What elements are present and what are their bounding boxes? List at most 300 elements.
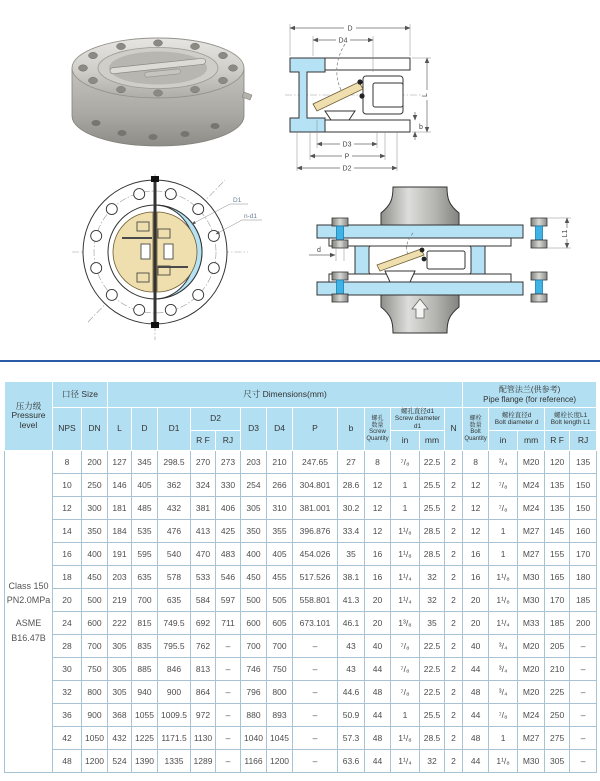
table-cell: 28.5: [420, 727, 445, 750]
section-view-drawing: [285, 20, 455, 172]
header-bolt-mm: mm: [518, 431, 545, 451]
valve-photo: [58, 16, 258, 164]
table-cell: ³/₄: [489, 681, 518, 704]
header-pipe-flange-group: 配管法兰(供参考) Pipe flange (for reference): [463, 382, 597, 408]
svg-text:D1: D1: [233, 197, 242, 204]
table-cell: ³/₄: [489, 658, 518, 681]
table-cell: 16: [463, 566, 489, 589]
header-len-RJ: RJ: [570, 431, 597, 451]
table-cell: 362: [158, 474, 191, 497]
table-cell: 1050: [82, 727, 108, 750]
table-cell: 28.5: [420, 520, 445, 543]
table-cell: 219: [108, 589, 132, 612]
table-cell: 8: [463, 451, 489, 474]
table-cell: 20: [463, 589, 489, 612]
table-cell: 796: [241, 681, 267, 704]
table-cell: 160: [570, 520, 597, 543]
table-cell: 800: [267, 681, 293, 704]
table-cell: 635: [132, 566, 158, 589]
table-cell: 1¹/₄: [489, 612, 518, 635]
table-cell: 146: [108, 474, 132, 497]
table-cell: 700: [241, 635, 267, 658]
table-cell: 32: [420, 589, 445, 612]
table-cell: 2: [445, 704, 463, 727]
table-cell: 50.9: [338, 704, 365, 727]
table-cell: –: [570, 750, 597, 773]
hinge-pin: [154, 180, 157, 324]
table-row: [5, 543, 597, 566]
table-cell: 1¹/₈: [391, 727, 420, 750]
table-row: [5, 589, 597, 612]
table-cell: 700: [132, 589, 158, 612]
table-cell: 813: [191, 658, 216, 681]
table-cell: 46.1: [338, 612, 365, 635]
table-cell: 517.526: [293, 566, 338, 589]
table-row: [5, 635, 597, 658]
table-cell: M33: [518, 612, 545, 635]
table-cell: –: [570, 704, 597, 727]
table-cell: 28.6: [338, 474, 365, 497]
table-cell: 305: [108, 658, 132, 681]
header-D3: D3: [241, 408, 267, 451]
table-cell: 1¹/₄: [391, 750, 420, 773]
header-size-group: 口径 Size: [53, 382, 108, 408]
table-cell: 900: [82, 704, 108, 727]
table-cell: 250: [545, 704, 570, 727]
table-cell: 1: [489, 520, 518, 543]
table-cell: 1055: [132, 704, 158, 727]
svg-text:D4: D4: [338, 37, 348, 45]
table-cell: 203: [241, 451, 267, 474]
table-row: [5, 474, 597, 497]
table-cell: 396.876: [293, 520, 338, 543]
header-screw-mm: mm: [420, 431, 445, 451]
table-cell: 22.5: [420, 635, 445, 658]
top-pipe: [381, 187, 459, 225]
table-cell: 304.801: [293, 474, 338, 497]
table-cell: 25.5: [420, 474, 445, 497]
table-cell: 27: [338, 451, 365, 474]
table-cell: 1¹/₈: [391, 543, 420, 566]
table-cell: 48: [365, 681, 391, 704]
table-cell: 749.5: [158, 612, 191, 635]
table-cell: 368: [108, 704, 132, 727]
header-D: D: [132, 408, 158, 451]
svg-text:D: D: [347, 25, 353, 33]
table-cell: 885: [132, 658, 158, 681]
table-cell: 700: [82, 635, 108, 658]
table-cell: 405: [132, 474, 158, 497]
table-cell: 48: [463, 681, 489, 704]
table-cell: –: [216, 635, 241, 658]
table-cell: 1¹/₈: [489, 589, 518, 612]
table-cell: 692: [191, 612, 216, 635]
table-cell: 1040: [241, 727, 267, 750]
table-cell: 20: [365, 612, 391, 635]
svg-text:P: P: [344, 153, 350, 161]
svg-text:L1: L1: [562, 229, 569, 238]
header-L: L: [108, 408, 132, 451]
table-cell: M27: [518, 520, 545, 543]
header-b: b: [338, 408, 365, 451]
table-cell: 155: [545, 543, 570, 566]
table-cell: 41.3: [338, 589, 365, 612]
table-row: [5, 612, 597, 635]
table-cell: 35: [420, 612, 445, 635]
table-cell: 120: [545, 451, 570, 474]
table-cell: 972: [191, 704, 216, 727]
table-cell: 584: [191, 589, 216, 612]
header-sub-row: [5, 408, 597, 431]
table-cell: 16: [365, 566, 391, 589]
table-row: [5, 658, 597, 681]
table-cell: 700: [267, 635, 293, 658]
table-cell: 485: [132, 497, 158, 520]
table-cell: 28.5: [420, 543, 445, 566]
table-cell: ⁷/₈: [391, 451, 420, 474]
table-cell: 2: [445, 474, 463, 497]
table-cell: 30: [53, 658, 82, 681]
table-cell: 2: [445, 566, 463, 589]
table-cell: 432: [158, 497, 191, 520]
table-cell: M24: [518, 497, 545, 520]
table-cell: 275: [545, 727, 570, 750]
table-cell: 44: [463, 658, 489, 681]
table-cell: 43: [338, 635, 365, 658]
table-cell: 225: [545, 681, 570, 704]
table-cell: 203: [108, 566, 132, 589]
table-cell: 900: [158, 681, 191, 704]
table-cell: M30: [518, 750, 545, 773]
header-pressure-level: 压力级 Pressure level: [5, 382, 53, 451]
table-cell: 14: [53, 520, 82, 543]
table-cell: 1: [489, 543, 518, 566]
table-cell: 150: [570, 474, 597, 497]
table-cell: 835: [132, 635, 158, 658]
table-cell: 185: [545, 612, 570, 635]
table-cell: 63.6: [338, 750, 365, 773]
header-screw-in: in: [391, 431, 420, 451]
table-cell: –: [293, 681, 338, 704]
table-cell: 22.5: [420, 658, 445, 681]
table-cell: 558.801: [293, 589, 338, 612]
svg-text:D3: D3: [342, 141, 352, 149]
table-cell: M27: [518, 727, 545, 750]
header-P: P: [293, 408, 338, 451]
table-cell: 170: [570, 543, 597, 566]
header-bolt-in: in: [489, 431, 518, 451]
svg-text:L: L: [422, 93, 429, 97]
table-cell: –: [293, 727, 338, 750]
header-N: N: [445, 408, 463, 451]
header-D1: D1: [158, 408, 191, 451]
table-cell: ⁷/₈: [489, 497, 518, 520]
table-cell: 273: [216, 451, 241, 474]
table-cell: 2: [445, 497, 463, 520]
svg-text:n-d1: n-d1: [244, 213, 258, 220]
table-cell: 815: [132, 612, 158, 635]
header-screw-diameter: 螺孔直径d1 Screw diameter d1: [391, 408, 445, 431]
table-cell: 406: [216, 497, 241, 520]
table-cell: 300: [82, 497, 108, 520]
table-cell: 540: [158, 543, 191, 566]
table-cell: ⁷/₈: [391, 681, 420, 704]
table-cell: 12: [463, 520, 489, 543]
table-cell: 893: [267, 704, 293, 727]
table-cell: 200: [570, 612, 597, 635]
table-row: [5, 750, 597, 773]
table-cell: –: [216, 704, 241, 727]
table-cell: 1130: [191, 727, 216, 750]
table-cell: –: [293, 658, 338, 681]
table-cell: 846: [158, 658, 191, 681]
header-screw-quantity: 螺孔 数量 Screw Quantity: [365, 408, 391, 451]
header-D2-RJ: RJ: [216, 431, 241, 451]
header-len-RF: R F: [545, 431, 570, 451]
table-cell: 12: [365, 497, 391, 520]
table-cell: 1¹/₈: [489, 566, 518, 589]
svg-text:D2: D2: [342, 165, 352, 172]
table-row: [5, 704, 597, 727]
table-cell: 635: [158, 589, 191, 612]
table-cell: 48: [365, 727, 391, 750]
table-cell: 30.2: [338, 497, 365, 520]
table-cell: 864: [191, 681, 216, 704]
table-cell: 28: [53, 635, 82, 658]
front-view-drawing: [70, 172, 305, 362]
table-cell: 150: [570, 497, 597, 520]
table-cell: ⁷/₈: [489, 474, 518, 497]
table-cell: 762: [191, 635, 216, 658]
table-cell: 20: [365, 589, 391, 612]
table-cell: 25.5: [420, 497, 445, 520]
table-cell: 305: [241, 497, 267, 520]
table-cell: 1200: [82, 750, 108, 773]
table-cell: 454.026: [293, 543, 338, 566]
table-cell: 44: [365, 658, 391, 681]
table-row: [5, 727, 597, 750]
table-cell: ³/₄: [489, 635, 518, 658]
valve-disc: [313, 82, 363, 111]
header-nps: NPS: [53, 408, 82, 451]
table-cell: 48: [463, 727, 489, 750]
table-cell: 184: [108, 520, 132, 543]
header-group-row: [5, 382, 597, 408]
table-cell: 2: [445, 658, 463, 681]
table-cell: 750: [267, 658, 293, 681]
table-cell: 12: [53, 497, 82, 520]
table-cell: –: [216, 750, 241, 773]
table-cell: 135: [545, 497, 570, 520]
table-cell: 32: [420, 566, 445, 589]
table-cell: 1390: [132, 750, 158, 773]
table-cell: 940: [132, 681, 158, 704]
header-D4: D4: [267, 408, 293, 451]
table-cell: 18: [53, 566, 82, 589]
table-cell: 25.5: [420, 704, 445, 727]
table-cell: 20: [53, 589, 82, 612]
table-cell: 505: [267, 589, 293, 612]
table-cell: 22.5: [420, 451, 445, 474]
table-cell: M24: [518, 474, 545, 497]
table-cell: 16: [53, 543, 82, 566]
table-cell: 1225: [132, 727, 158, 750]
table-cell: 181: [108, 497, 132, 520]
table-cell: 38.1: [338, 566, 365, 589]
table-cell: 12: [463, 474, 489, 497]
table-cell: M27: [518, 543, 545, 566]
table-cell: 42: [53, 727, 82, 750]
table-cell: 350: [82, 520, 108, 543]
table-cell: 270: [191, 451, 216, 474]
table-cell: 355: [267, 520, 293, 543]
table-cell: 40: [365, 635, 391, 658]
table-row: [5, 497, 597, 520]
table-cell: 250: [82, 474, 108, 497]
table-cell: 254: [241, 474, 267, 497]
table-cell: 1: [391, 497, 420, 520]
table-cell: 40: [463, 635, 489, 658]
table-cell: 32: [420, 750, 445, 773]
table-cell: 1289: [191, 750, 216, 773]
table-cell: 535: [132, 520, 158, 543]
table-cell: 673.101: [293, 612, 338, 635]
table-cell: 127: [108, 451, 132, 474]
table-cell: 405: [267, 543, 293, 566]
table-cell: 1¹/₄: [391, 566, 420, 589]
table-cell: 413: [191, 520, 216, 543]
table-cell: 1171.5: [158, 727, 191, 750]
table-cell: 1³/₈: [391, 612, 420, 635]
dimensions-table: [4, 381, 597, 773]
table-cell: 578: [158, 566, 191, 589]
table-cell: 400: [241, 543, 267, 566]
table-cell: 1045: [267, 727, 293, 750]
table-cell: –: [570, 681, 597, 704]
table-cell: 500: [241, 589, 267, 612]
table-cell: 2: [445, 589, 463, 612]
table-cell: 44: [463, 704, 489, 727]
dimension-L1: [548, 218, 572, 248]
table-cell: –: [293, 750, 338, 773]
table-cell: 165: [545, 566, 570, 589]
table-cell: 44.6: [338, 681, 365, 704]
table-cell: 2: [445, 451, 463, 474]
table-cell: 8: [365, 451, 391, 474]
table-cell: 476: [158, 520, 191, 543]
table-cell: –: [570, 658, 597, 681]
table-cell: 381.001: [293, 497, 338, 520]
table-cell: 170: [545, 589, 570, 612]
table-cell: 12: [463, 497, 489, 520]
table-cell: 1¹/₄: [391, 589, 420, 612]
table-cell: 1: [489, 727, 518, 750]
table-cell: 400: [82, 543, 108, 566]
table-cell: –: [293, 704, 338, 727]
table-cell: 185: [570, 589, 597, 612]
table-row: [5, 451, 597, 474]
table-cell: M30: [518, 566, 545, 589]
table-cell: 800: [82, 681, 108, 704]
table-cell: 711: [216, 612, 241, 635]
table-cell: 135: [570, 451, 597, 474]
table-row: [5, 681, 597, 704]
table-cell: 205: [545, 635, 570, 658]
table-cell: 483: [216, 543, 241, 566]
table-cell: 145: [545, 520, 570, 543]
table-cell: 191: [108, 543, 132, 566]
table-row: [5, 520, 597, 543]
table-cell: 455: [267, 566, 293, 589]
dimension-b: [415, 112, 423, 140]
header-bolt-quantity: 螺栓 数量 Bolt Quantity: [463, 408, 489, 451]
table-cell: M20: [518, 658, 545, 681]
table-cell: 210: [267, 451, 293, 474]
table-cell: 425: [216, 520, 241, 543]
table-cell: 600: [82, 612, 108, 635]
table-cell: 880: [241, 704, 267, 727]
table-cell: 16: [365, 543, 391, 566]
table-cell: 470: [191, 543, 216, 566]
bottom-pipe-flange: [317, 282, 523, 295]
table-cell: 746: [241, 658, 267, 681]
table-cell: M20: [518, 635, 545, 658]
table-cell: 1: [391, 704, 420, 727]
header-D2: D2: [191, 408, 241, 431]
svg-text:b: b: [419, 124, 423, 131]
table-cell: 1200: [267, 750, 293, 773]
table-cell: 524: [108, 750, 132, 773]
table-cell: 324: [191, 474, 216, 497]
table-cell: ⁷/₈: [391, 658, 420, 681]
table-cell: 57.3: [338, 727, 365, 750]
table-cell: 605: [267, 612, 293, 635]
section-divider-line: [0, 360, 600, 362]
table-cell: 32: [53, 681, 82, 704]
table-cell: 16: [463, 543, 489, 566]
table-cell: 546: [216, 566, 241, 589]
table-cell: 48: [53, 750, 82, 773]
table-cell: 2: [445, 612, 463, 635]
table-cell: 1009.5: [158, 704, 191, 727]
table-cell: 2: [445, 543, 463, 566]
table-cell: 310: [267, 497, 293, 520]
table-cell: 44: [365, 750, 391, 773]
pressure-level-cell: Class 150 PN2.0MPa ASME B16.47B: [5, 451, 53, 773]
table-cell: 22.5: [420, 681, 445, 704]
table-cell: 432: [108, 727, 132, 750]
dimensions-table-wrap: [4, 381, 596, 773]
table-cell: 24: [53, 612, 82, 635]
table-cell: 43: [338, 658, 365, 681]
table-row: [5, 566, 597, 589]
table-cell: 795.5: [158, 635, 191, 658]
table-cell: 500: [82, 589, 108, 612]
table-cell: 36: [53, 704, 82, 727]
table-cell: 44: [365, 704, 391, 727]
table-cell: ³/₄: [489, 451, 518, 474]
header-bolt-diameter: 螺栓直径d Bolt diameter d: [489, 408, 545, 431]
table-cell: 305: [545, 750, 570, 773]
svg-text:d: d: [317, 247, 321, 254]
table-cell: 1166: [241, 750, 267, 773]
table-cell: –: [216, 727, 241, 750]
table-cell: 2: [445, 635, 463, 658]
table-cell: 600: [241, 612, 267, 635]
table-cell: 305: [108, 681, 132, 704]
table-cell: 210: [545, 658, 570, 681]
table-cell: M20: [518, 451, 545, 474]
